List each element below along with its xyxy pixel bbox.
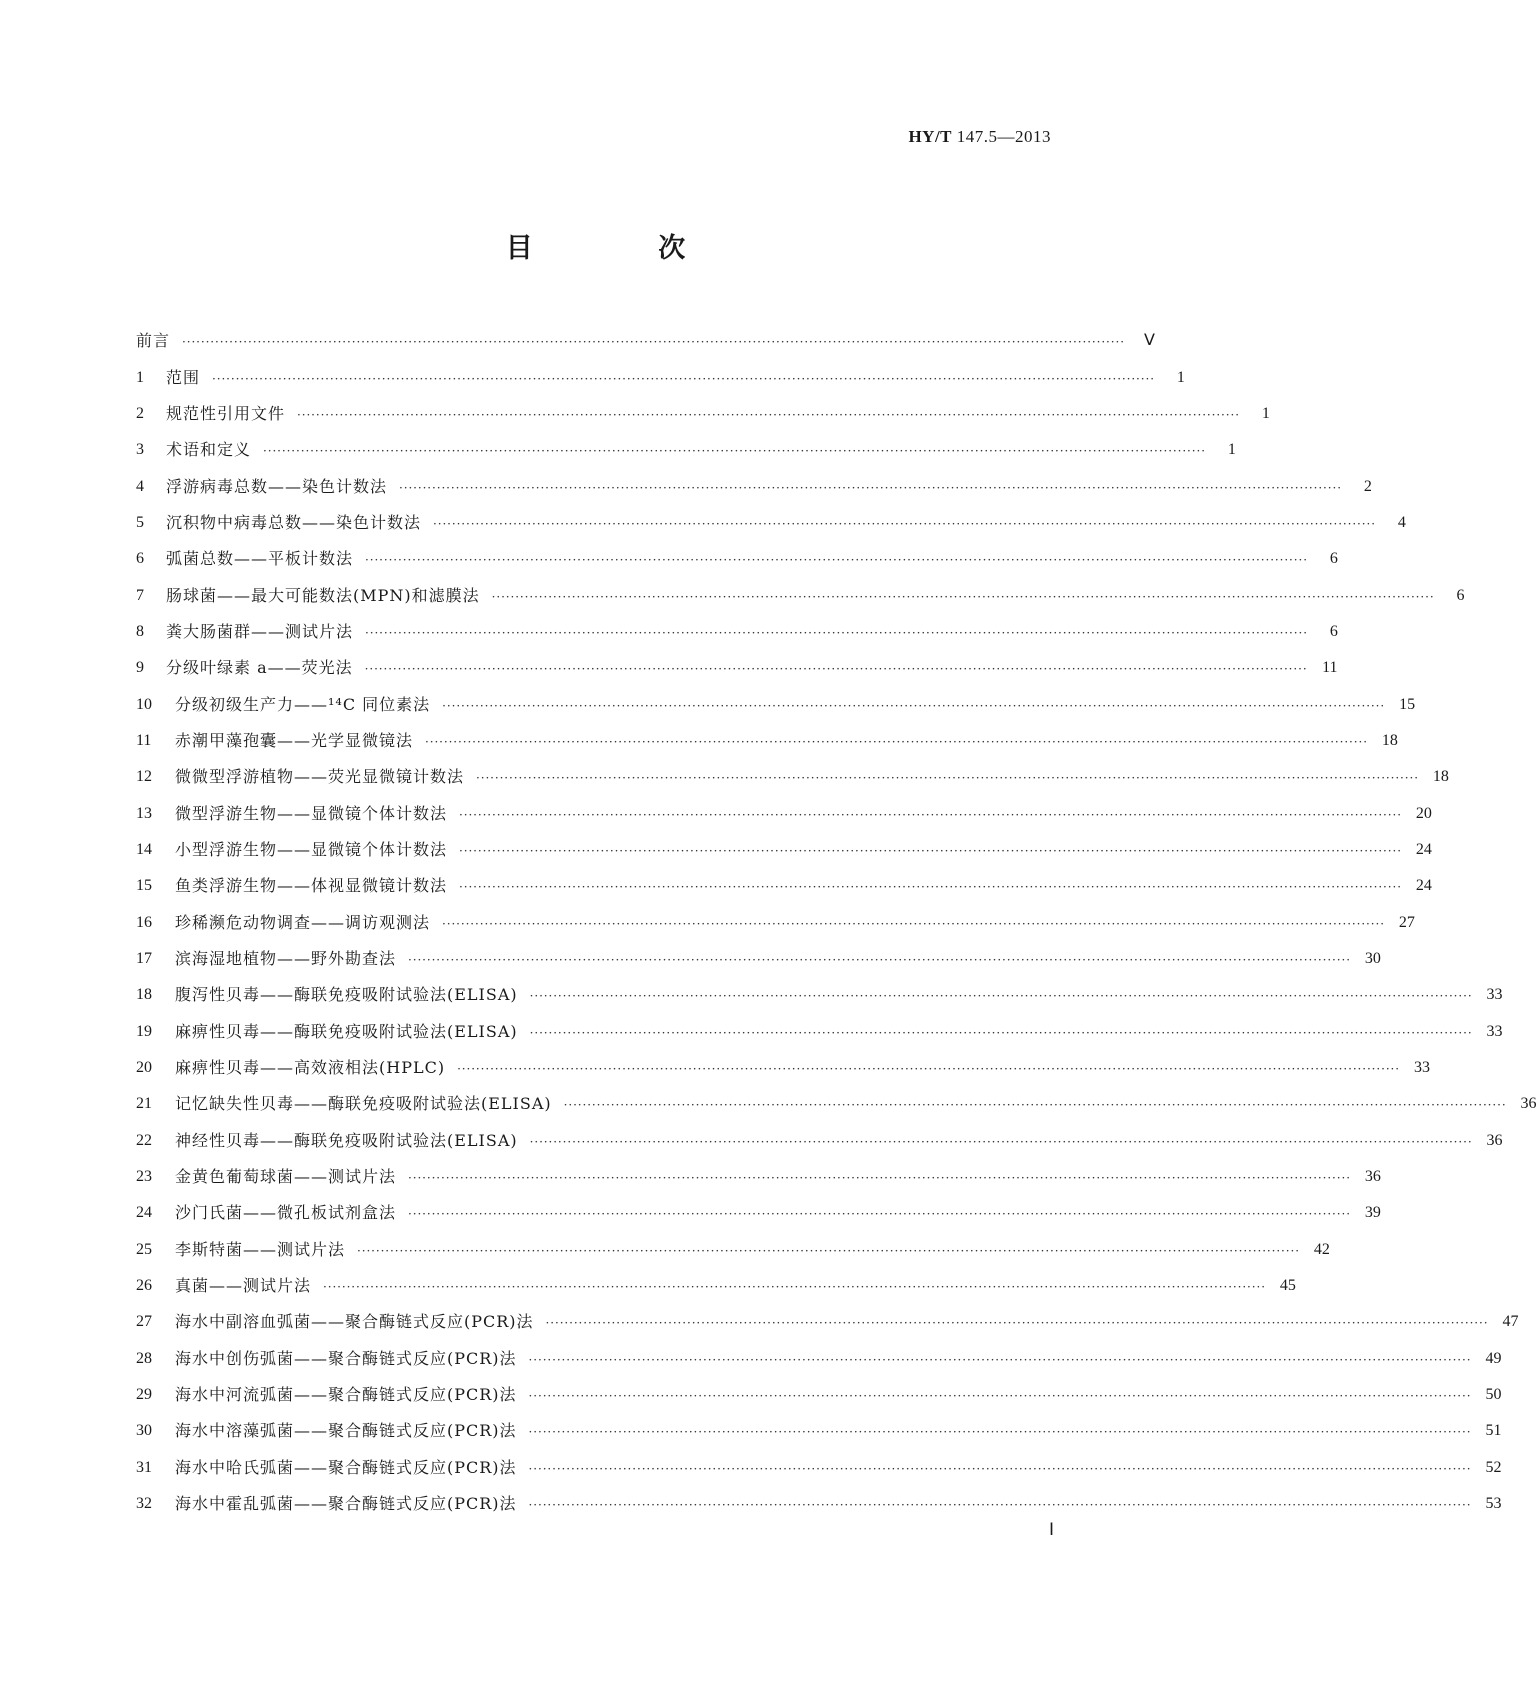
toc-dot-leader: ········································································································································································································ bbox=[425, 734, 1368, 749]
document-code-number: 147.5—2013 bbox=[952, 127, 1051, 146]
toc-entry-page: 49 bbox=[1485, 1349, 1502, 1367]
toc-entry-label: 李斯特菌——测试片法 bbox=[175, 1239, 346, 1259]
toc-entry-page: 36 bbox=[1520, 1095, 1537, 1113]
toc-entry-page: 33 bbox=[1413, 1059, 1430, 1077]
toc-entry-number: 4 bbox=[136, 477, 144, 495]
toc-entry-label: 神经性贝毒——酶联免疫吸附试验法(ELISA) bbox=[175, 1130, 518, 1150]
toc-entry-label: 海水中创伤弧菌——聚合酶链式反应(PCR)法 bbox=[175, 1348, 517, 1368]
toc-entry[interactable] bbox=[136, 1377, 1502, 1413]
toc-dot-leader: ········································································································································································································ bbox=[433, 516, 1376, 531]
toc-dot-leader: ········································································································································································································ bbox=[408, 1171, 1351, 1186]
toc-dot-leader: ········································································································································································································ bbox=[364, 662, 1308, 677]
toc-entry-number: 22 bbox=[136, 1131, 152, 1149]
toc-entry[interactable] bbox=[136, 1413, 1502, 1449]
toc-entry-label: 沉积物中病毒总数——染色计数法 bbox=[166, 512, 422, 532]
toc-entry-label: 术语和定义 bbox=[166, 440, 252, 460]
toc-entry-page: 24 bbox=[1415, 840, 1432, 858]
toc-entry-page: 52 bbox=[1485, 1458, 1502, 1476]
toc-entry[interactable] bbox=[136, 1123, 1503, 1159]
toc-entry-number: 26 bbox=[136, 1277, 152, 1295]
toc-entry-number: 23 bbox=[136, 1168, 152, 1186]
toc-entry-label: 沙门氏菌——微孔板试剂盒法 bbox=[175, 1203, 397, 1223]
toc-dot-leader: ········································································································································································································ bbox=[459, 843, 1402, 858]
toc-dot-leader: ········································································································································································································ bbox=[529, 1134, 1473, 1149]
toc-entry-number: 7 bbox=[136, 586, 144, 604]
toc-dot-leader: ········································································································································································································ bbox=[408, 953, 1351, 968]
toc-entry[interactable] bbox=[136, 1304, 1519, 1340]
toc-entry[interactable] bbox=[136, 1486, 1502, 1522]
toc-entry-number: 20 bbox=[136, 1059, 152, 1077]
toc-entry-page: 6 bbox=[1329, 550, 1338, 568]
toc-entry-number: 2 bbox=[136, 404, 144, 422]
toc-entry[interactable] bbox=[136, 541, 1338, 577]
toc-dot-leader: ········································································································································································································ bbox=[528, 1498, 1472, 1513]
toc-entry-label: 滨海湿地植物——野外勘查法 bbox=[175, 949, 397, 969]
toc-entry[interactable] bbox=[136, 977, 1503, 1013]
toc-entry[interactable] bbox=[136, 432, 1236, 468]
toc-entry-number: 30 bbox=[136, 1422, 152, 1440]
toc-entry[interactable] bbox=[136, 505, 1406, 541]
toc-entry-number: 19 bbox=[136, 1022, 152, 1040]
toc-entry[interactable] bbox=[136, 1050, 1430, 1086]
toc-entry-number: 6 bbox=[136, 550, 144, 568]
table-of-contents bbox=[136, 323, 1537, 1522]
toc-dot-leader: ········································································································································································································ bbox=[263, 444, 1206, 459]
toc-dot-leader: ········································································································································································································ bbox=[529, 1025, 1473, 1040]
toc-dot-leader: ········································································································································································································ bbox=[408, 1207, 1351, 1222]
toc-entry-label: 规范性引用文件 bbox=[166, 403, 286, 423]
toc-entry-number: 13 bbox=[136, 804, 152, 822]
toc-entry-page: 1 bbox=[1176, 368, 1185, 386]
toc-dot-leader: ········································································································································································································ bbox=[399, 480, 1342, 495]
toc-entry[interactable] bbox=[136, 1014, 1503, 1050]
toc-entry-page: 11 bbox=[1322, 659, 1338, 677]
toc-entry[interactable] bbox=[136, 759, 1449, 795]
toc-entry[interactable] bbox=[136, 359, 1185, 395]
toc-entry[interactable] bbox=[136, 577, 1465, 613]
toc-dot-leader: ········································································································································································································ bbox=[365, 553, 1308, 568]
toc-dot-leader: ········································································································································································································ bbox=[545, 1316, 1489, 1331]
toc-entry-label: 微型浮游生物——显微镜个体计数法 bbox=[175, 803, 448, 823]
toc-entry[interactable] bbox=[136, 941, 1381, 977]
toc-entry-number: 21 bbox=[136, 1095, 152, 1113]
toc-dot-leader: ········································································································································································································ bbox=[563, 1098, 1507, 1113]
toc-dot-leader: ········································································································································································································ bbox=[528, 1389, 1472, 1404]
toc-entry-page: 18 bbox=[1432, 768, 1449, 786]
toc-entry-label: 真菌——测试片法 bbox=[175, 1276, 312, 1296]
toc-entry-number: 29 bbox=[136, 1386, 152, 1404]
toc-dot-leader: ········································································································································································································ bbox=[357, 1243, 1300, 1258]
toc-entry-label: 分级初级生产力——¹⁴C 同位素法 bbox=[175, 694, 431, 714]
toc-entry-label: 鱼类浮游生物——体视显微镜计数法 bbox=[175, 876, 448, 896]
toc-entry-number: 32 bbox=[136, 1495, 152, 1513]
toc-dot-leader: ········································································································································································································ bbox=[182, 335, 1125, 350]
toc-dot-leader: ········································································································································································································ bbox=[459, 880, 1402, 895]
document-code bbox=[908, 127, 1051, 147]
toc-entry[interactable] bbox=[136, 1450, 1502, 1486]
toc-entry-page: 6 bbox=[1329, 622, 1338, 640]
toc-dot-leader: ········································································································································································································ bbox=[528, 1352, 1472, 1367]
footer-page-number: Ⅰ bbox=[1048, 1520, 1054, 1539]
toc-entry-label: 浮游病毒总数——染色计数法 bbox=[166, 476, 388, 496]
toc-entry[interactable] bbox=[136, 650, 1338, 686]
toc-entry-page: 1 bbox=[1261, 404, 1270, 422]
toc-entry-page: 24 bbox=[1415, 877, 1432, 895]
toc-entry-label: 肠球菌——最大可能数法(MPN)和滤膜法 bbox=[166, 585, 480, 605]
toc-entry-label: 记忆缺失性贝毒——酶联免疫吸附试验法(ELISA) bbox=[175, 1094, 552, 1114]
toc-entry-number: 16 bbox=[136, 913, 152, 931]
toc-dot-leader: ········································································································································································································ bbox=[457, 1062, 1400, 1077]
toc-entry-page: 20 bbox=[1415, 804, 1432, 822]
toc-entry-page: 30 bbox=[1364, 950, 1381, 968]
toc-entry[interactable] bbox=[136, 868, 1432, 904]
toc-dot-leader: ········································································································································································································ bbox=[491, 589, 1435, 604]
toc-entry-page: 36 bbox=[1486, 1131, 1503, 1149]
toc-entry[interactable] bbox=[136, 1195, 1381, 1231]
toc-entry[interactable] bbox=[136, 905, 1415, 941]
toc-entry-number: 1 bbox=[136, 368, 144, 386]
toc-entry-number: 8 bbox=[136, 622, 144, 640]
toc-entry-label: 粪大肠菌群——测试片法 bbox=[166, 621, 354, 641]
toc-entry-page: 33 bbox=[1486, 1022, 1503, 1040]
toc-entry-page: 47 bbox=[1502, 1313, 1519, 1331]
toc-entry[interactable] bbox=[136, 832, 1432, 868]
toc-entry[interactable] bbox=[136, 1232, 1330, 1268]
toc-entry-label: 赤潮甲藻孢囊——光学显微镜法 bbox=[175, 730, 414, 750]
toc-entry-label: 麻痹性贝毒——高效液相法(HPLC) bbox=[175, 1058, 446, 1078]
toc-entry-page: 27 bbox=[1398, 913, 1415, 931]
toc-dot-leader: ········································································································································································································ bbox=[442, 698, 1386, 713]
toc-entry-label: 金黄色葡萄球菌——测试片法 bbox=[175, 1167, 397, 1187]
toc-entry[interactable] bbox=[136, 614, 1338, 650]
toc-entry-page: 6 bbox=[1456, 586, 1465, 604]
toc-entry-number: 5 bbox=[136, 513, 144, 531]
toc-entry-page: 4 bbox=[1397, 513, 1406, 531]
toc-entry-number: 3 bbox=[136, 441, 144, 459]
toc-entry[interactable] bbox=[136, 1159, 1381, 1195]
toc-entry[interactable] bbox=[136, 1341, 1502, 1377]
toc-dot-leader: ········································································································································································································ bbox=[476, 771, 1419, 786]
toc-entry-number: 18 bbox=[136, 986, 152, 1004]
toc-entry-number: 14 bbox=[136, 840, 152, 858]
toc-entry[interactable] bbox=[136, 323, 1155, 359]
toc-entry-label: 分级叶绿素 a——荧光法 bbox=[166, 658, 353, 678]
toc-entry-page: 42 bbox=[1313, 1240, 1330, 1258]
toc-entry-number: 12 bbox=[136, 768, 152, 786]
toc-entry-page: 39 bbox=[1364, 1204, 1381, 1222]
toc-entry-label: 珍稀濒危动物调查——调访观测法 bbox=[175, 912, 431, 932]
toc-entry-number: 11 bbox=[136, 731, 152, 749]
toc-dot-leader: ········································································································································································································ bbox=[323, 1280, 1266, 1295]
toc-entry[interactable] bbox=[136, 396, 1270, 432]
toc-entry-number: 31 bbox=[136, 1458, 152, 1476]
toc-entry-number: 27 bbox=[136, 1313, 152, 1331]
toc-entry[interactable] bbox=[136, 795, 1432, 831]
toc-entry[interactable] bbox=[136, 686, 1416, 722]
toc-entry-label: 海水中哈氏弧菌——聚合酶链式反应(PCR)法 bbox=[175, 1457, 517, 1477]
toc-entry-page: 36 bbox=[1364, 1168, 1381, 1186]
toc-entry-label: 前言 bbox=[136, 331, 171, 351]
toc-dot-leader: ········································································································································································································ bbox=[442, 916, 1385, 931]
toc-entry-page: 53 bbox=[1485, 1495, 1502, 1513]
toc-entry-number: 17 bbox=[136, 950, 152, 968]
toc-dot-leader: ········································································································································································································ bbox=[528, 1425, 1472, 1440]
toc-entry[interactable] bbox=[136, 468, 1372, 504]
toc-entry-page: 51 bbox=[1485, 1422, 1502, 1440]
page-title: 目 次 bbox=[505, 233, 744, 264]
toc-entry-label: 海水中河流弧菌——聚合酶链式反应(PCR)法 bbox=[175, 1385, 517, 1405]
toc-entry-label: 海水中副溶血弧菌——聚合酶链式反应(PCR)法 bbox=[175, 1312, 534, 1332]
toc-entry-number: 15 bbox=[136, 877, 152, 895]
toc-entry-label: 范围 bbox=[166, 367, 201, 387]
toc-entry-page: 33 bbox=[1486, 986, 1503, 1004]
toc-entry-label: 海水中溶藻弧菌——聚合酶链式反应(PCR)法 bbox=[175, 1421, 517, 1441]
toc-entry-label: 微微型浮游植物——荧光显微镜计数法 bbox=[175, 767, 465, 787]
toc-dot-leader: ········································································································································································································ bbox=[459, 807, 1402, 822]
toc-entry-label: 海水中霍乱弧菌——聚合酶链式反应(PCR)法 bbox=[175, 1494, 517, 1514]
toc-entry-number: 10 bbox=[136, 695, 152, 713]
toc-dot-leader: ········································································································································································································ bbox=[529, 989, 1473, 1004]
toc-entry[interactable] bbox=[136, 1268, 1296, 1304]
toc-entry-label: 弧菌总数——平板计数法 bbox=[166, 549, 354, 569]
document-code-prefix: HY/T bbox=[908, 127, 952, 146]
toc-entry-label: 小型浮游生物——显微镜个体计数法 bbox=[175, 839, 448, 859]
toc-entry-number: 28 bbox=[136, 1349, 152, 1367]
toc-entry[interactable] bbox=[136, 723, 1398, 759]
toc-entry-page: Ⅴ bbox=[1143, 332, 1155, 350]
toc-entry-label: 腹泻性贝毒——酶联免疫吸附试验法(ELISA) bbox=[175, 985, 518, 1005]
toc-dot-leader: ········································································································································································································ bbox=[365, 625, 1308, 640]
toc-entry-number: 25 bbox=[136, 1240, 152, 1258]
toc-dot-leader: ········································································································································································································ bbox=[528, 1461, 1472, 1476]
toc-entry-page: 15 bbox=[1399, 695, 1416, 713]
toc-entry-page: 50 bbox=[1485, 1386, 1502, 1404]
toc-entry-page: 1 bbox=[1227, 441, 1236, 459]
toc-entry-number: 9 bbox=[136, 659, 144, 677]
toc-entry-page: 45 bbox=[1279, 1277, 1296, 1295]
toc-entry[interactable] bbox=[136, 1086, 1537, 1122]
toc-entry-page: 18 bbox=[1381, 731, 1398, 749]
toc-dot-leader: ········································································································································································································ bbox=[297, 407, 1240, 422]
toc-entry-number: 24 bbox=[136, 1204, 152, 1222]
toc-entry-page: 2 bbox=[1363, 477, 1372, 495]
toc-dot-leader: ········································································································································································································ bbox=[212, 371, 1155, 386]
toc-entry-label: 麻痹性贝毒——酶联免疫吸附试验法(ELISA) bbox=[175, 1021, 518, 1041]
